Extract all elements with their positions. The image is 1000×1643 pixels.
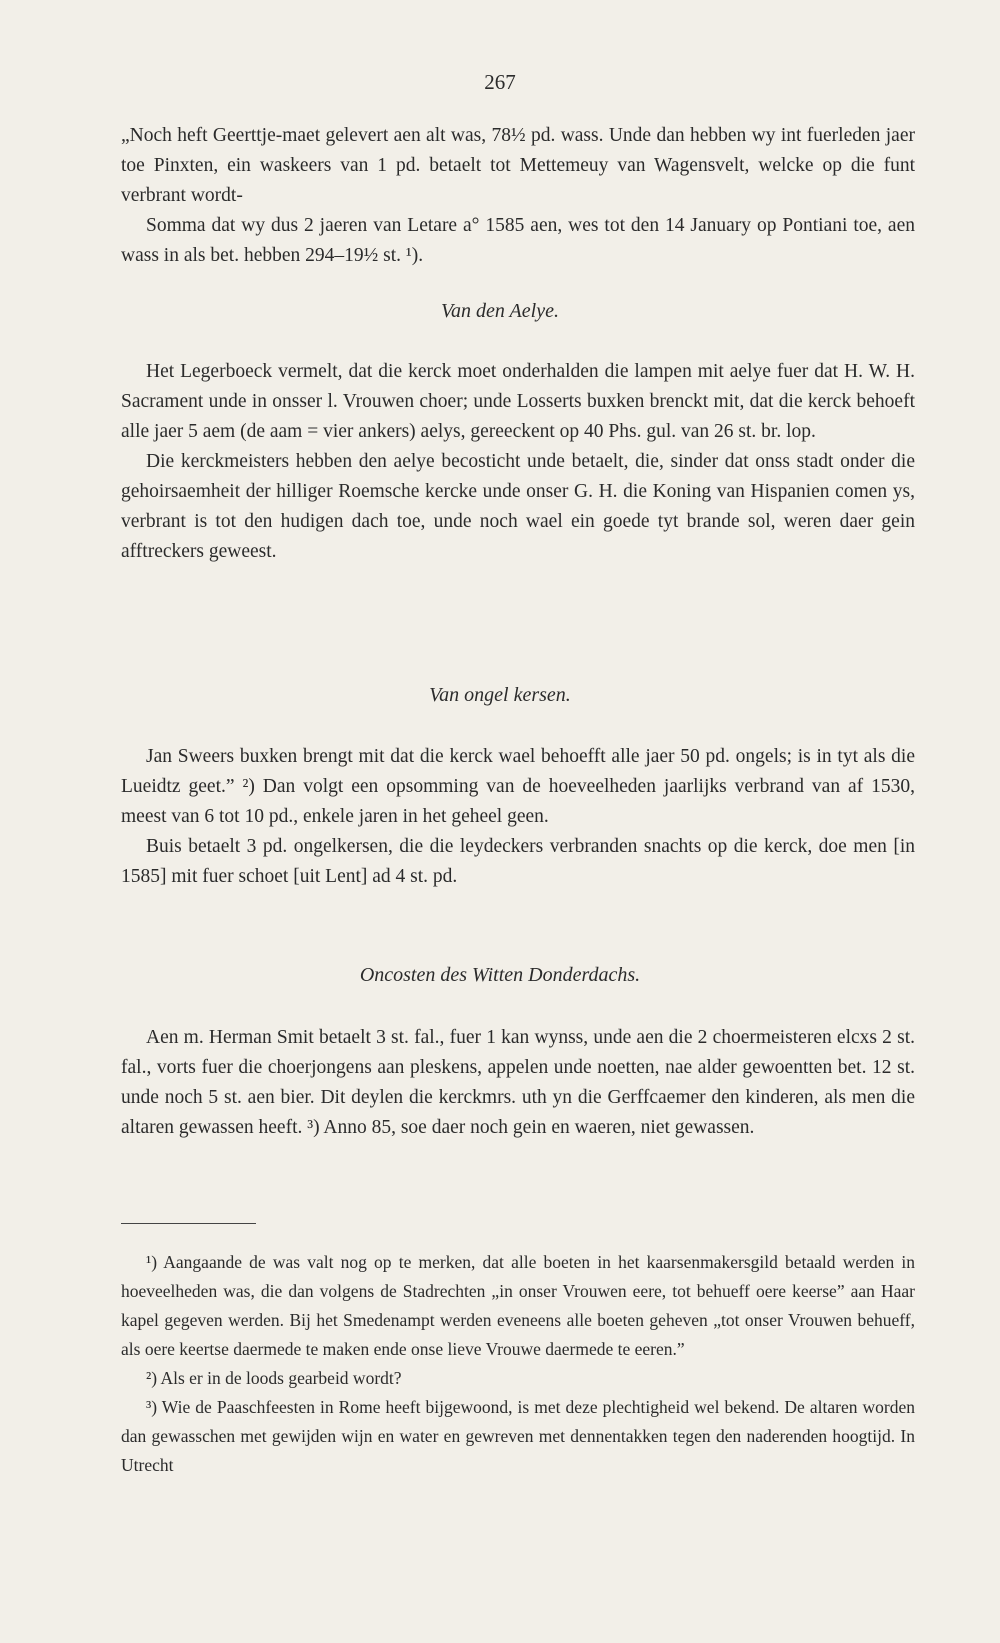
footnote-1: ¹) Aangaande de was valt nog op te merken, dat alle boeten in het kaarsenmakersgild betaald werden in hoeveelheden was, die dan volgens de Stadrechten „in onser Vrouwen eere, tot behueff oere keerse” aan Haar kapel gegeven werden. Bij het Smedenampt werden eveneens alle boeten geheven „tot onser Vrouwen behueff, als oere keertse daermede te maken ende onse lieve Vrouwe daermede te eeren.” <box>121 1252 915 1359</box>
section-heading-ongel-kersen: Van ongel kersen. <box>429 684 571 706</box>
paragraph: Jan Sweers buxken brengt mit dat die kerck wael behoefft alle jaer 50 pd. ongels; is in tyt als die Lueidtz geet.” ²) Dan volgt een opsomming van de hoeveelheden jaarlijks verbrand van af 1530, meest van 6 tot 10 pd., enkele jaren in het geheel geen. <box>121 746 915 827</box>
section-heading-witten-donderdachs: Oncosten des Witten Donderdachs. <box>359 964 641 986</box>
paragraph: „Noch heft Geerttje-maet gelevert aen alt was, 78½ pd. wass. Unde dan hebben wy int fuerleden jaer toe Pinxten, ein waskeers van 1 pd. betaelt tot Mettemeuy van Wagensvelt, welcke op die funt verbrant wordt- <box>121 125 915 206</box>
paragraph: Somma dat wy dus 2 jaeren van Letare a° 1585 aen, wes tot den 14 January op Pontiani toe, aen wass in als bet. hebben 294–19½ st. ¹). <box>121 215 915 266</box>
page-number: 267 <box>484 70 516 94</box>
footnote-2: ²) Als er in de loods gearbeid wordt? <box>146 1368 402 1388</box>
paragraph-block-ongel-kersen <box>121 742 915 892</box>
paragraph-block-witten-donderdachs <box>121 1023 915 1143</box>
footnote-divider <box>121 1223 256 1224</box>
section-heading-aelye: Van den Aelye. <box>441 300 559 322</box>
paragraph-block-wax <box>121 121 915 271</box>
paragraph: Die kerckmeisters hebben den aelye becosticht unde betaelt, die, sinder dat onss stadt onder die gehoirsaemheit der hilliger Roemsche kercke unde onser G. H. die Koning van Hispanien comen ys, verbrant is tot den hudigen dach toe, unde noch wael ein goede tyt brande sol, weren daer gein afftreckers geweest. <box>121 451 915 562</box>
paragraph: Aen m. Herman Smit betaelt 3 st. fal., fuer 1 kan wynss, unde aen die 2 choermeisteren elcxs 2 st. fal., vorts fuer die choerjongens aan pleskens, appelen unde noetten, nae alder gewoentten bet. 12 st. unde noch 5 st. aen bier. Dit deylen die kerckmrs. uth yn die Gerffcaemer den kinderen, als men die altaren gewassen heeft. ³) Anno 85, soe daer noch gein en waeren, niet gewassen. <box>121 1027 915 1138</box>
paragraph: Het Legerboeck vermelt, dat die kerck moet onderhalden die lampen mit aelye fuer dat H. W. H. Sacrament unde in onsser l. Vrouwen choer; unde Losserts buxken brenckt mit, dat die kerck behoeft alle jaer 5 aem (de aam = vier ankers) aelys, gereeckent op 40 Phs. gul. van 26 st. br. lop. <box>121 361 915 442</box>
paragraph: Buis betaelt 3 pd. ongelkersen, die die leydeckers verbranden snachts op die kerck, doe men [in 1585] mit fuer schoet [uit Lent] ad 4 st. pd. <box>121 836 915 887</box>
paragraph-block-aelye <box>121 357 915 567</box>
footnote-3: ³) Wie de Paaschfeesten in Rome heeft bijgewoond, is met deze plechtigheid wel bekend. De altaren worden dan gewasschen met gewijden wijn en water en gewreven met dennentakken tegen den naderenden hoogtijd. In Utrecht <box>121 1397 915 1475</box>
footnotes <box>121 1248 915 1480</box>
